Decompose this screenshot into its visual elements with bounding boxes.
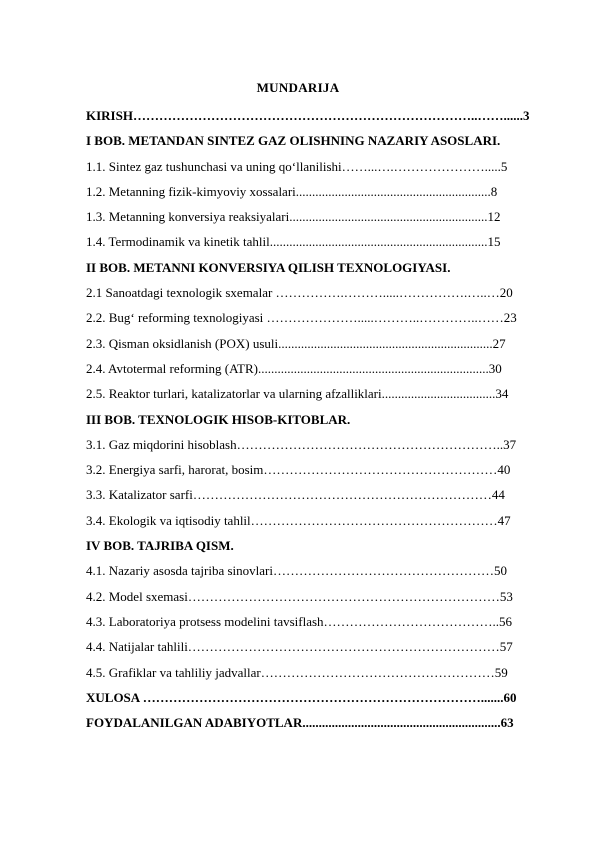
toc-section-heading: IV BOB. TAJRIBA QISM.	[86, 538, 234, 554]
toc-section-heading: III BOB. TEXNOLOGIK HISOB-KITOBLAR.	[86, 411, 351, 427]
toc-section-heading: II BOB. METANNI KONVERSIYA QILISH TEXNOLOGIYASI.	[86, 259, 451, 275]
toc-entry: 4.2. Model sxemasi………………………………………………………………53	[86, 588, 513, 604]
toc-entry: 1.2. Metanning fizik-kimyoviy xossalari............................................................8	[86, 183, 498, 199]
toc-section-heading: KIRISH……………………………………………………………………..……......3	[86, 108, 530, 123]
toc-entry: 1.4. Termodinamik va kinetik tahlil...................................................................15	[86, 234, 501, 250]
toc-section-heading: I BOB. METANDAN SINTEZ GAZ OLISHNING NAZARIY ASOSLARI.	[86, 133, 501, 149]
toc-entry: 4.5. Grafiklar va tahliliy jadvallar………………………………………………59	[86, 664, 508, 680]
toc-entry: 3.2. Energiya sarfi, harorat, bosim………………………………………………40	[86, 462, 511, 478]
toc-section-heading: XULOSA …………………………………………………………………….......60	[86, 689, 517, 705]
toc-section-heading: FOYDALANILGAN ADABIYOTLAR.............................................................63	[86, 715, 514, 731]
toc-entry: 2.4. Avtotermal reforming (ATR).......................................................................30	[86, 360, 502, 376]
toc-entry: 3.3. Katalizator sarfi……………………………………………………………44	[86, 487, 505, 503]
toc-entry: 2.1 Sanoatdagi texnologik sxemalar …………….……….....…………….…..…20	[86, 285, 513, 301]
toc-entry: 4.4. Natijalar tahlili………………………………………………………………57	[86, 639, 513, 655]
toc-entry: 2.3. Qisman oksidlanish (POX) usuli..................................................................27	[86, 335, 506, 351]
toc-entry: 4.1. Nazariy asosda tajriba sinovlari……………………………………………50	[86, 563, 507, 579]
toc-entry: 4.3. Laboratoriya protsess modelini tavsiflash…………………………………..56	[86, 613, 513, 629]
toc-entry: 1.3. Metanning konversiya reaksiyalari.............................................................12	[86, 209, 501, 225]
toc-entry: 2.2. Bug‘ reforming texnologiyasi ………………….....………..…………..……23	[86, 310, 517, 326]
page-title: MUNDARIJA	[256, 80, 340, 95]
toc-entry: 3.1. Gaz miqdorini hisoblash……………………………………………………..37	[86, 436, 517, 452]
toc-entry: 2.5. Reaktor turlari, katalizatorlar va ularning afzalliklari...................................34	[86, 386, 509, 402]
toc-entry: 1.1. Sintez gaz tushunchasi va uning qo‘llanilishi……...….………………….....5	[86, 158, 508, 174]
toc-entry: 3.4. Ekologik va iqtisodiy tahlil…………………………………………………47	[86, 512, 511, 528]
table-of-contents	[86, 103, 556, 735]
